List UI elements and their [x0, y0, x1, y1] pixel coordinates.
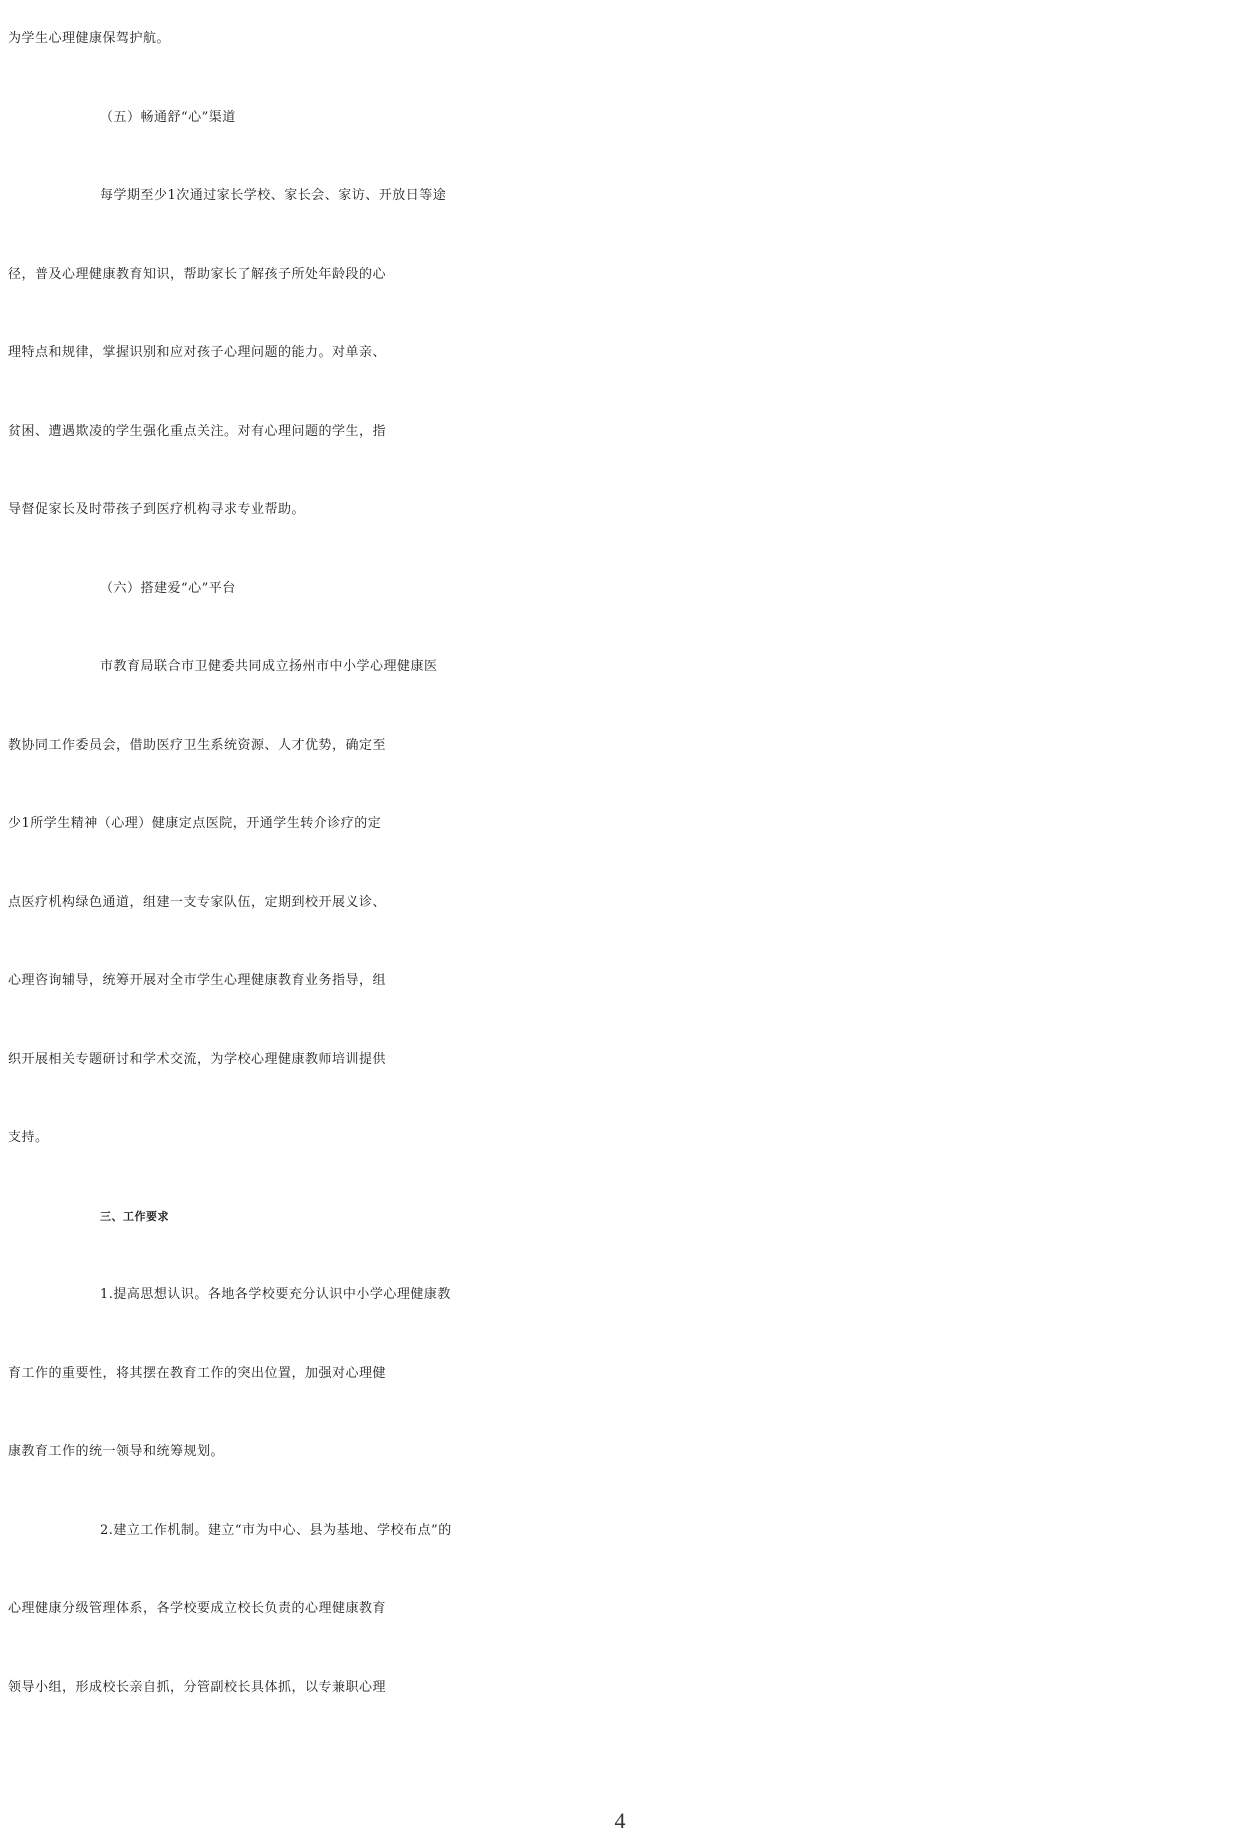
text-line: 市教育局联合市卫健委共同成立扬州市中小学心理健康医	[100, 659, 438, 674]
page-number: 4	[614, 1808, 626, 1833]
text-line: 1.提高思想认识。各地各学校要充分认识中小学心理健康教	[100, 1287, 451, 1302]
text-line: 点医疗机构绿色通道，组建一支专家队伍，定期到校开展义诊、	[8, 894, 387, 910]
text-line: 导督促家长及时带孩子到医疗机构寻求专业帮助。	[8, 502, 306, 517]
text-line: 径，普及心理健康教育知识，帮助家长了解孩子所处年龄段的心	[8, 266, 387, 282]
text-line: 康教育工作的统一领导和统筹规划。	[8, 1444, 225, 1459]
text-line: 支持。	[8, 1130, 49, 1145]
text-line: 心理健康分级管理体系，各学校要成立校长负责的心理健康教育	[8, 1601, 387, 1616]
text-line: 贫困、遭遇欺凌的学生强化重点关注。对有心理问题的学生，指	[8, 423, 387, 439]
text-line: 育工作的重要性，将其摆在教育工作的突出位置，加强对心理健	[8, 1365, 387, 1381]
section-heading: 三、工作要求	[100, 1209, 169, 1223]
text-line: 2.建立工作机制。建立“市为中心、县为基地、学校布点”的	[100, 1522, 452, 1538]
section-subheading: （五）畅通舒“心”渠道	[100, 109, 236, 125]
text-line: 每学期至少1次通过家长学校、家长会、家访、开放日等途	[100, 188, 447, 203]
section-subheading: （六）搭建爱“心”平台	[100, 580, 236, 596]
text-line: 理特点和规律，掌握识别和应对孩子心理问题的能力。对单亲、	[8, 345, 387, 360]
document-body	[8, 0, 1240, 1727]
text-line: 教协同工作委员会，借助医疗卫生系统资源、人才优势，确定至	[8, 737, 387, 753]
text-line: 织开展相关专题研讨和学术交流，为学校心理健康教师培训提供	[8, 1051, 387, 1067]
text-line: 心理咨询辅导，统筹开展对全市学生心理健康教育业务指导，组	[8, 973, 387, 988]
text-line: 少1所学生精神（心理）健康定点医院，开通学生转介诊疗的定	[8, 816, 382, 831]
text-line: 为学生心理健康保驾护航。	[8, 31, 171, 46]
text-line: 领导小组，形成校长亲自抓，分管副校长具体抓，以专兼职心理	[8, 1679, 387, 1695]
